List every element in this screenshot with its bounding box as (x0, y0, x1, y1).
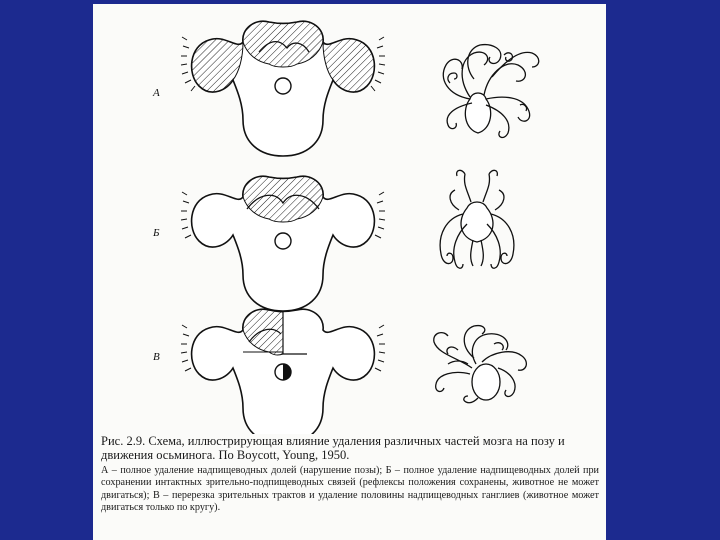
brain-diagram-b (181, 176, 385, 311)
octopus-drawing-b (440, 170, 514, 268)
panel-label-b: Б (153, 227, 160, 239)
caption-title: Рис. 2.9. Схема, иллюстрирующая влияние удаления различных частей мозга на позу и движения осьминога. По Boycott, Young, 1950. (101, 434, 565, 462)
caption-body: А – полное удаление надпищеводных долей (нарушение позы); Б – полное удаление надпищеводных долей при сохранении интактных зрительно-подпищеводных связей (рефлексы положения сохранены, животное не может двигаться); В – перерезка зрительных трактов и удаление половины надпищеводных ганглиев (животное может двигаться только по кругу). (101, 465, 599, 513)
document-page (93, 4, 606, 540)
panel-label-c: В (153, 351, 160, 363)
figure-2-9 (93, 4, 606, 434)
panel-label-a: А (153, 87, 160, 99)
brain-diagram-a (181, 21, 385, 156)
octopus-drawing-c (434, 326, 527, 403)
brain-diagram-c (181, 309, 385, 434)
figure-caption (101, 434, 599, 514)
octopus-drawing-a (443, 45, 539, 138)
